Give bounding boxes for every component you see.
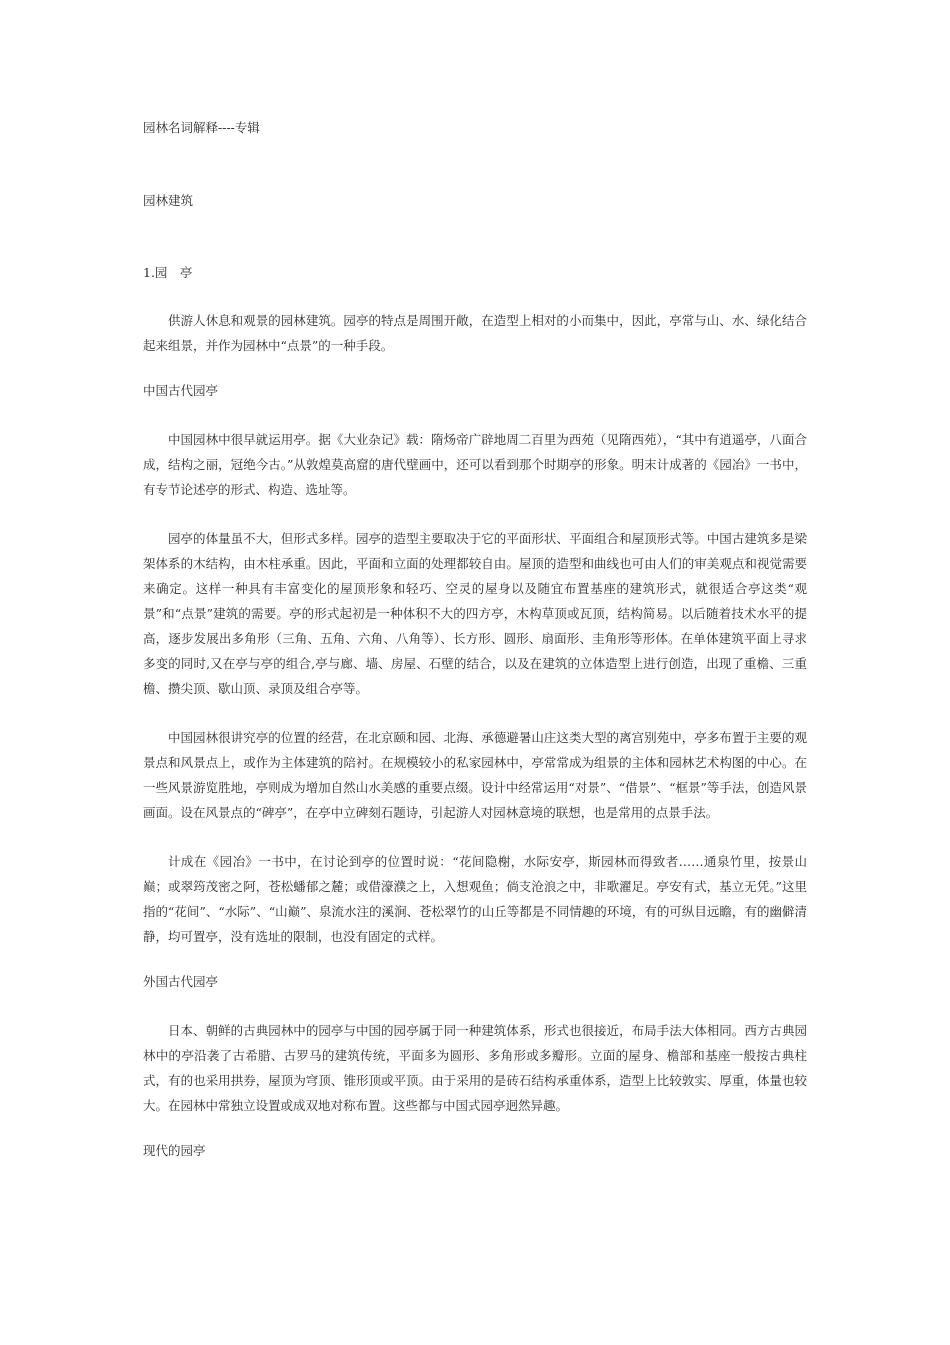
- modern-section-heading: 现代的园亭: [143, 1143, 206, 1158]
- intro-paragraph: 供游人休息和观景的园林建筑。园亭的特点是周围开敞，在造型上相对的小而集中，因此，亭常与山、水、绿化结合起来组景，并作为园林中“点景”的一种手段。: [143, 313, 807, 353]
- chinese-paragraph-3: 中国园林很讲究亭的位置的经营，在北京颐和园、北海、承德避暑山庄这类大型的离宫别苑中，亭多布置于主要的观景点和风景点上，或作为主体建筑的陪衬。在规模较小的私家园林中，亭常常成为组景的主体和园林艺术构图的中心。在一些风景游览胜地，亭则成为增加自然山水美感的重要点缀。设计中经常运用“对景”、“借景”、“框景”等手法，创造风景画面。设在风景点的“碑亭”，在亭中立碑刻石题诗，引起游人对园林意境的联想，也是常用的点景手法。: [143, 730, 807, 820]
- section-title: 园林建筑: [143, 193, 194, 208]
- chinese-paragraph-4: 计成在《园冶》一书中，在讨论到亭的位置时说：“花间隐榭，水际安亭，斯园林而得致者……通泉竹里，按景山巅；或翠筠茂密之阿，苍松蟠郁之麓；或借濠濮之上，入想观鱼；倘支沧浪之中，非歌濯足。亭安有式，基立无凭。”这里指的“花间”、“水际”、“山巅”、泉流水注的溪涧、苍松翠竹的山丘等都是不同情趣的环境，有的可纵目远瞻，有的幽僻清静，均可置亭，没有选址的限制，也没有固定的式样。: [143, 854, 807, 944]
- item-title: 1.园 亭: [143, 265, 193, 280]
- foreign-section-heading: 外国古代园亭: [143, 974, 219, 989]
- chinese-section-heading: 中国古代园亭: [143, 383, 219, 398]
- chinese-paragraph-2: 园亭的体量虽不大，但形式多样。园亭的造型主要取决于它的平面形状、平面组合和屋顶形式等。中国古建筑多是梁架体系的木结构，由木柱承重。因此，平面和立面的处理都较自由。屋顶的造型和曲线也可由人们的审美观点和视觉需要来确定。这样一种具有丰富变化的屋顶形象和轻巧、空灵的屋身以及随宜布置基座的建筑形式，就很适合亭这类“观景”和“点景”建筑的需要。亭的形式起初是一种体积不大的四方亭，木构草顶或瓦顶，结构简易。以后随着技术水平的提高，逐步发展出多角形（三角、五角、六角、八角等）、长方形、圆形、扇面形、圭角形等形体。在单体建筑平面上寻求多变的同时,又在亭与亭的组合,亭与廊、墙、房屋、石壁的结合，以及在建筑的立体造型上进行创造，出现了重檐、三重檐、攒尖顶、歇山顶、录顶及组合亭等。: [143, 531, 807, 696]
- document-title: 园林名词解释----专辑: [143, 120, 260, 135]
- chinese-paragraph-1: 中国园林中很早就运用亭。据《大业杂记》载：隋炀帝广辟地周二百里为西苑（见隋西苑），“其中有逍遥亭，八面合成，结构之丽，冠绝今古。”从敦煌莫高窟的唐代壁画中，还可以看到那个时期亭的形象。明末计成著的《园冶》一书中，有专节论述亭的形式、构造、选址等。: [143, 432, 807, 497]
- document-page: [143, 117, 807, 1187]
- foreign-paragraph-1: 日本、朝鲜的古典园林中的园亭与中国的园亭属于同一种建筑体系，形式也很接近，布局手法大体相同。西方古典园林中的亭沿袭了古希腊、古罗马的建筑传统，平面多为圆形、多角形或多瓣形。立面的屋身、檐部和基座一般按古典柱式，有的也采用拱券，屋顶为穹顶、锥形顶或平顶。由于采用的是砖石结构承重体系，造型上比较敦实、厚重，体量也较大。在园林中常独立设置或成双地对称布置。这些都与中国式园亭迥然异趣。: [143, 1023, 807, 1113]
